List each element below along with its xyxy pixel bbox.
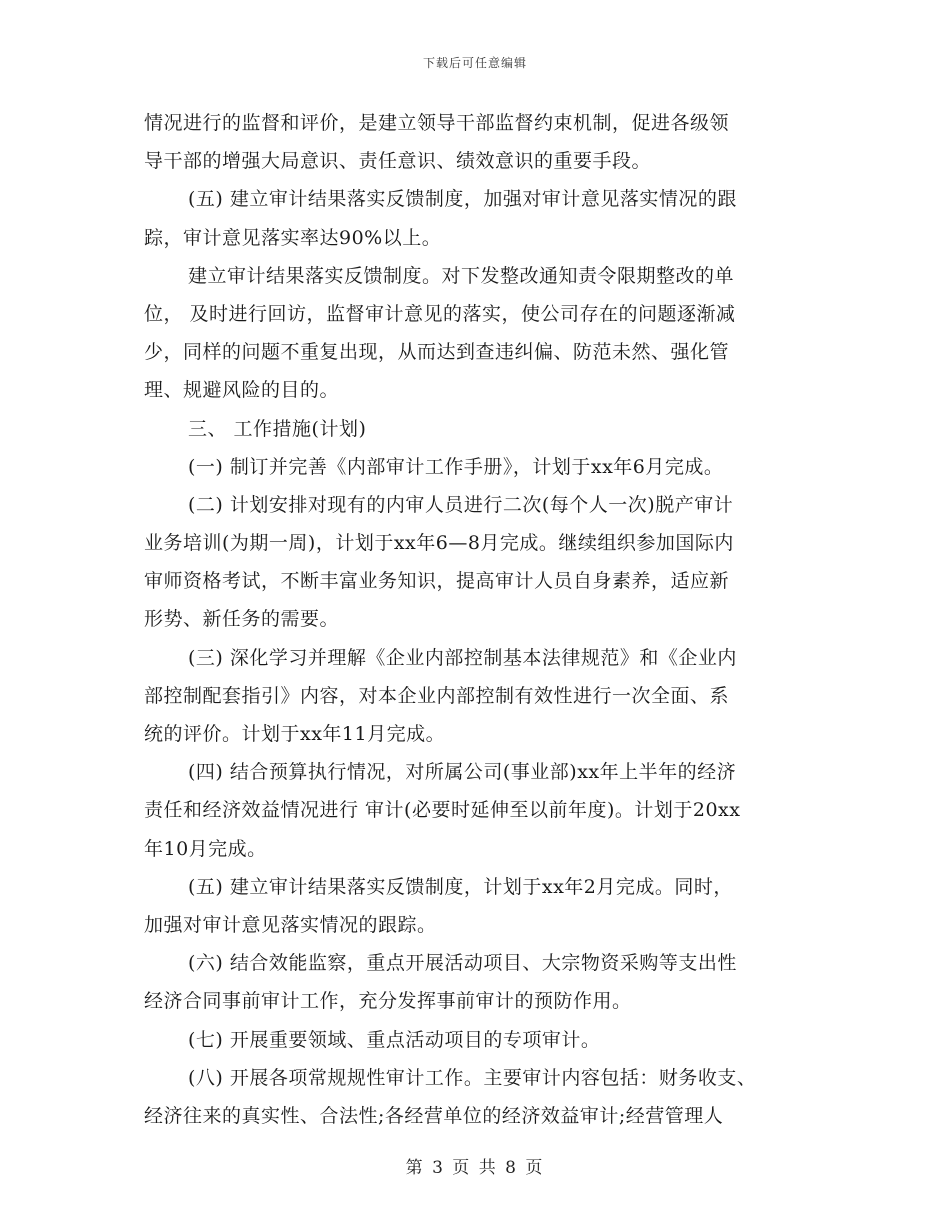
- text-line: (八) 开展各项常规规性审计工作。主要审计内容包括：财务收支、: [188, 1066, 757, 1089]
- text-line: 业务培训(为期一周)，计划于xx年6—8月完成。继续组织参加国际内: [144, 532, 734, 555]
- page-header: 下载后可任意编辑: [422, 56, 527, 70]
- text-line: (一) 制订并完善《内部审计工作手册》，计划于xx年6月完成。: [188, 455, 724, 478]
- text-line: 少，同样的问题不重复出现，从而达到查违纠偏、防范未然、强化管: [144, 341, 730, 364]
- text-line: 经济往来的真实性、合法性;各经营单位的经济效益审计;经营管理人: [144, 1104, 724, 1127]
- text-line: 部控制配套指引》内容，对本企业内部控制有效性进行一次全面、系: [144, 684, 730, 707]
- text-line: (五) 建立审计结果落实反馈制度，计划于xx年2月完成。同时，: [188, 875, 733, 898]
- text-line: (六) 结合效能监察，重点开展活动项目、大宗物资采购等支出性: [188, 952, 737, 975]
- text-line: 统的评价。计划于xx年11月完成。: [144, 723, 446, 745]
- text-line: 审师资格考试，不断丰富业务知识，提高审计人员自身素养，适应新: [144, 570, 730, 593]
- document-body: [144, 104, 824, 1135]
- text-line: 责任和经济效益情况进行 审计(必要时延伸至以前年度)。计划于20xx: [144, 799, 741, 822]
- text-line: (七) 开展重要领域、重点活动项目的专项审计。: [188, 1028, 601, 1051]
- text-line: 加强对审计意见落实情况的跟踪。: [144, 913, 437, 936]
- text-line: 导干部的增强大局意识、责任意识、绩效意识的重要手段。: [144, 150, 652, 173]
- text-line: 经济合同事前审计工作，充分发挥事前审计的预防作用。: [144, 990, 632, 1013]
- text-line: 理、规避风险的目的。: [144, 379, 340, 402]
- text-line: 形势、新任务的需要。: [144, 608, 340, 631]
- text-line: 位， 及时进行回访，监督审计意见的落实，使公司存在的问题逐渐减: [144, 302, 736, 325]
- text-line: 年10月完成。: [144, 837, 267, 860]
- text-line: (二) 计划安排对现有的内审人员进行二次(每个人一次)脱产审计: [188, 493, 734, 516]
- text-line: 三、 工作措施(计划): [188, 417, 367, 440]
- text-line: 情况进行的监督和评价，是建立领导干部监督约束机制，促进各级领: [144, 112, 730, 134]
- text-line: 建立审计结果落实反馈制度。对下发整改通知责令限期整改的单: [188, 264, 735, 287]
- page-footer: 第 3 页 共 8 页: [405, 1158, 545, 1178]
- text-line: (五) 建立审计结果落实反馈制度，加强对审计意见落实情况的跟: [188, 188, 737, 211]
- text-line: 踪，审计意见落实率达90%以上。: [144, 226, 442, 249]
- text-line: (四) 结合预算执行情况，对所属公司(事业部)xx年上半年的经济: [188, 761, 737, 784]
- text-line: (三) 深化学习并理解《企业内部控制基本法律规范》和《企业内: [188, 646, 737, 669]
